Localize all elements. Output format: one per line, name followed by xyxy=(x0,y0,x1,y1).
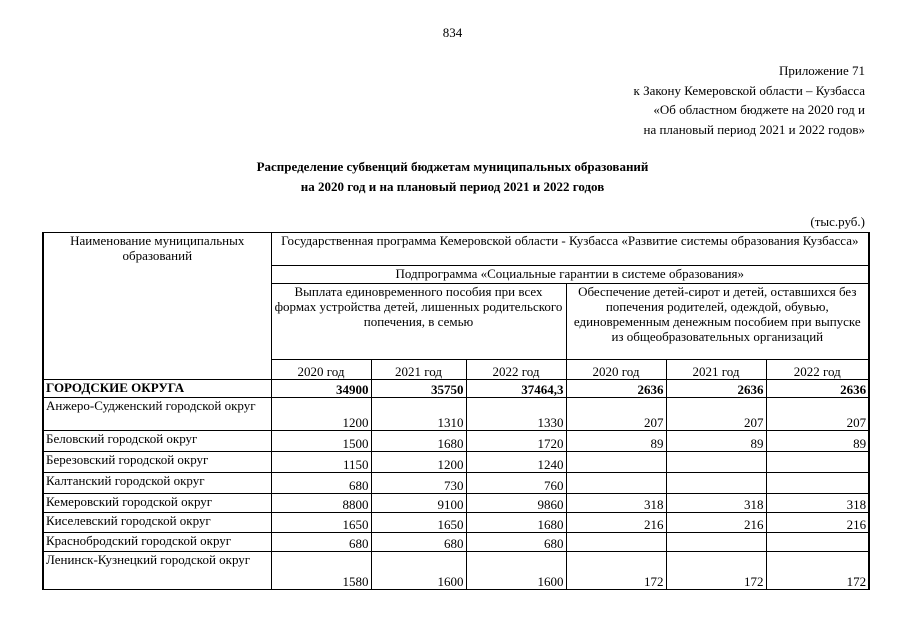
value-cell: 2636 xyxy=(566,380,666,398)
municipality-name: Беловский городской округ xyxy=(43,431,271,452)
table-row xyxy=(43,452,869,473)
appendix-line: к Закону Кемеровской области – Кузбасса xyxy=(633,82,865,98)
table-row xyxy=(43,431,869,452)
value-cell: 1680 xyxy=(466,513,566,533)
unit-note: (тыс.руб.) xyxy=(810,214,865,229)
value-cell: 216 xyxy=(566,513,666,533)
table-row xyxy=(43,398,869,431)
table-row xyxy=(43,473,869,494)
value-cell xyxy=(666,533,766,552)
municipality-name: Киселевский городской округ xyxy=(43,513,271,533)
value-cell xyxy=(766,452,869,473)
value-cell: 1680 xyxy=(371,431,466,452)
value-cell: 760 xyxy=(466,473,566,494)
value-cell: 89 xyxy=(566,431,666,452)
value-cell xyxy=(566,473,666,494)
year-header: 2020 год xyxy=(566,360,666,380)
value-cell xyxy=(766,473,869,494)
value-cell xyxy=(666,452,766,473)
table-row xyxy=(43,380,869,398)
table-row xyxy=(43,552,869,590)
municipality-name: Анжеро-Судженский городской округ xyxy=(43,398,271,431)
value-cell: 8800 xyxy=(271,494,371,513)
value-cell: 35750 xyxy=(371,380,466,398)
value-cell: 680 xyxy=(371,533,466,552)
value-cell: 1650 xyxy=(371,513,466,533)
year-header: 2022 год xyxy=(766,360,869,380)
value-cell: 1200 xyxy=(371,452,466,473)
value-cell: 318 xyxy=(666,494,766,513)
value-cell: 1500 xyxy=(271,431,371,452)
value-cell: 318 xyxy=(566,494,666,513)
value-cell: 172 xyxy=(566,552,666,590)
appendix-line: на плановый период 2021 и 2022 годов» xyxy=(643,121,865,137)
year-header: 2022 год xyxy=(466,360,566,380)
value-cell: 1600 xyxy=(371,552,466,590)
municipality-name: Березовский городской округ xyxy=(43,452,271,473)
value-cell xyxy=(566,452,666,473)
value-cell: 207 xyxy=(666,398,766,431)
document-title xyxy=(0,157,905,197)
table-row xyxy=(43,533,869,552)
group2-header: Обеспечение детей-сирот и детей, оставшихся без попечения родителей, одеждой, обувью, единовременным денежным пособием при выпуске из общеобразовательных организаций xyxy=(566,284,869,360)
name-column-header: Наименование муниципальных образований xyxy=(43,233,271,380)
value-cell: 1720 xyxy=(466,431,566,452)
value-cell: 1600 xyxy=(466,552,566,590)
value-cell: 680 xyxy=(466,533,566,552)
group1-header: Выплата единовременного пособия при всех формах устройства детей, лишенных родительского попечения, в семью xyxy=(271,284,566,360)
value-cell: 207 xyxy=(766,398,869,431)
value-cell: 34900 xyxy=(271,380,371,398)
municipality-name: Краснобродский городской округ xyxy=(43,533,271,552)
year-header: 2020 год xyxy=(271,360,371,380)
value-cell: 216 xyxy=(766,513,869,533)
value-cell: 207 xyxy=(566,398,666,431)
value-cell: 1200 xyxy=(271,398,371,431)
value-cell: 216 xyxy=(666,513,766,533)
municipality-name: Кемеровский городской округ xyxy=(43,494,271,513)
municipality-name: Калтанский городской округ xyxy=(43,473,271,494)
value-cell: 1150 xyxy=(271,452,371,473)
title-line: на 2020 год и на плановый период 2021 и 2022 годов xyxy=(300,179,605,194)
value-cell: 318 xyxy=(766,494,869,513)
value-cell: 730 xyxy=(371,473,466,494)
value-cell: 172 xyxy=(666,552,766,590)
subvention-table xyxy=(42,232,870,590)
value-cell: 680 xyxy=(271,473,371,494)
value-cell: 89 xyxy=(766,431,869,452)
value-cell: 9100 xyxy=(371,494,466,513)
year-header: 2021 год xyxy=(666,360,766,380)
table-row xyxy=(43,513,869,533)
page-number: 834 xyxy=(442,25,463,40)
value-cell xyxy=(766,533,869,552)
value-cell: 1650 xyxy=(271,513,371,533)
value-cell: 1330 xyxy=(466,398,566,431)
value-cell: 2636 xyxy=(766,380,869,398)
value-cell: 680 xyxy=(271,533,371,552)
value-cell: 1240 xyxy=(466,452,566,473)
municipality-name: ГОРОДСКИЕ ОКРУГА xyxy=(43,380,271,398)
title-line: Распределение субвенций бюджетам муниципальных образований xyxy=(256,159,649,174)
value-cell xyxy=(566,533,666,552)
appendix-block xyxy=(634,61,866,139)
value-cell: 9860 xyxy=(466,494,566,513)
value-cell: 89 xyxy=(666,431,766,452)
value-cell: 172 xyxy=(766,552,869,590)
appendix-line: «Об областном бюджете на 2020 год и xyxy=(653,102,865,117)
appendix-line: Приложение 71 xyxy=(778,63,865,78)
value-cell: 37464,3 xyxy=(466,380,566,398)
value-cell: 1310 xyxy=(371,398,466,431)
municipality-name: Ленинск-Кузнецкий городской округ xyxy=(43,552,271,590)
subprogram-header: Подпрограмма «Социальные гарантии в системе образования» xyxy=(271,266,869,284)
value-cell: 2636 xyxy=(666,380,766,398)
program-header: Государственная программа Кемеровской области - Кузбасса «Развитие системы образования Кузбасса» xyxy=(271,233,869,266)
value-cell xyxy=(666,473,766,494)
year-header: 2021 год xyxy=(371,360,466,380)
table-row xyxy=(43,494,869,513)
value-cell: 1580 xyxy=(271,552,371,590)
